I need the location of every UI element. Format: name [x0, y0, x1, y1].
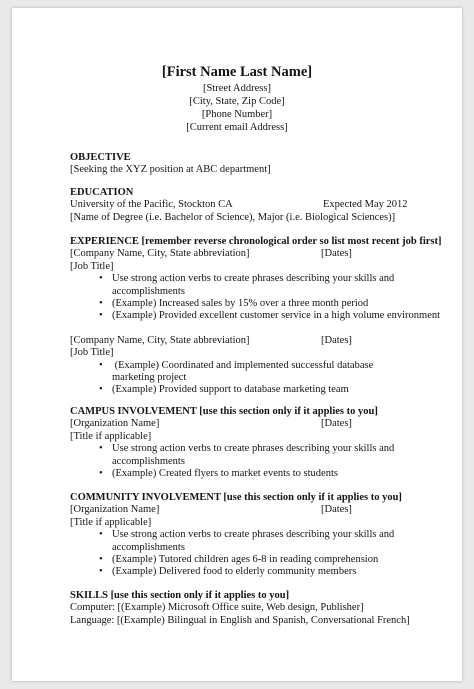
list-item: • (Example) Coordinated and implemented successful database marketing project [99, 359, 376, 384]
experience-heading: EXPERIENCE [remember reverse chronological order so list most recent job first] [70, 236, 442, 247]
community-dates: [Dates] [321, 504, 352, 516]
bullet-text: (Example) Created flyers to market events to students [112, 468, 338, 480]
skills-computer: Computer: [(Example) Microsoft Office suite, Web design, Publisher] [70, 602, 364, 614]
objective-section [70, 152, 410, 177]
campus-heading: CAMPUS INVOLVEMENT [use this section only if it applies to you] [70, 406, 378, 417]
skills-heading: SKILLS [use this section only if it applies to you] [70, 590, 290, 601]
bullet-text: (Example) Delivered food to elderly community members [112, 566, 357, 578]
campus-section [70, 406, 410, 480]
bullet-text: (Example) Coordinated and implemented successful database marketing project [112, 359, 376, 384]
expected-date: Expected May 2012 [323, 199, 408, 211]
list-item: • (Example) Increased sales by 15% over a three month period [99, 298, 369, 310]
campus-org-row [70, 418, 410, 430]
school-name: University of the Pacific, Stockton CA [70, 199, 233, 211]
bullet-text: (Example) Increased sales by 15% over a three month period [112, 298, 369, 310]
job-company-row [70, 248, 410, 260]
experience-section [70, 236, 442, 397]
job-company: [Company Name, City, State abbreviation] [70, 334, 250, 346]
skills-language: Language: [(Example) Bilingual in English and Spanish, Conversational French] [70, 614, 410, 626]
education-section [70, 187, 410, 224]
list-item: • (Example) Provided support to database marketing team [99, 384, 349, 396]
objective-text: [Seeking the XYZ position at ABC department] [70, 164, 271, 176]
bullet-text: (Example) Provided excellent customer service in a high volume environment [112, 310, 441, 322]
campus-dates: [Dates] [321, 418, 352, 430]
objective-heading: OBJECTIVE [70, 152, 131, 163]
list-item: • (Example) Delivered food to elderly community members [99, 566, 357, 578]
bullet-text: Use strong action verbs to create phrases describing your skills and accomplishments [112, 443, 395, 467]
community-org-row [70, 504, 410, 516]
community-heading: COMMUNITY INVOLVEMENT [use this section only if it applies to you] [70, 492, 402, 503]
education-heading: EDUCATION [70, 187, 134, 198]
degree-text: [Name of Degree (i.e. Bachelor of Science), Major (i.e. Biological Sciences)] [70, 211, 396, 223]
skills-section [70, 590, 450, 627]
education-school-row [70, 199, 410, 211]
city-state-zip: [City, State, Zip Code] [189, 96, 285, 107]
community-section [70, 492, 410, 579]
job-dates: [Dates] [321, 334, 352, 346]
email-address: [Current email Address] [186, 122, 288, 133]
list-item: • (Example) Tutored children ages 6-8 in reading comprehension [99, 554, 379, 566]
bullet-text: (Example) Tutored children ages 6-8 in reading comprehension [112, 554, 379, 566]
list-item: • (Example) Created flyers to market events to students [99, 468, 338, 480]
job-dates: [Dates] [321, 248, 352, 260]
street-address: [Street Address] [203, 83, 271, 94]
job-company: [Company Name, City, State abbreviation] [70, 248, 250, 260]
bullet-text: (Example) Provided support to database marketing team [112, 384, 349, 396]
phone-number: [Phone Number] [201, 109, 273, 120]
job-company-row [70, 335, 410, 347]
contact-block [0, 82, 474, 134]
bullet-text: Use strong action verbs to create phrases describing your skills and accomplishments [112, 529, 395, 553]
bullet-text: Use strong action verbs to create phrases describing your skills and accomplishments [112, 273, 395, 297]
job-title: [Job Title] [70, 347, 114, 359]
job-title: [Job Title] [70, 260, 114, 272]
community-org: [Organization Name] [70, 504, 160, 516]
list-item: • Use strong action verbs to create phrases describing your skills and accomplishments [99, 529, 395, 553]
community-title: [Title if applicable] [70, 516, 152, 528]
resume-name: [First Name Last Name] [161, 64, 313, 80]
campus-org: [Organization Name] [70, 418, 160, 430]
list-item: • Use strong action verbs to create phrases describing your skills and accomplishments [99, 443, 395, 467]
campus-title: [Title if applicable] [70, 430, 152, 442]
list-item: • Use strong action verbs to create phrases describing your skills and accomplishments [99, 273, 395, 297]
list-item: • (Example) Provided excellent customer service in a high volume environment [99, 310, 441, 322]
